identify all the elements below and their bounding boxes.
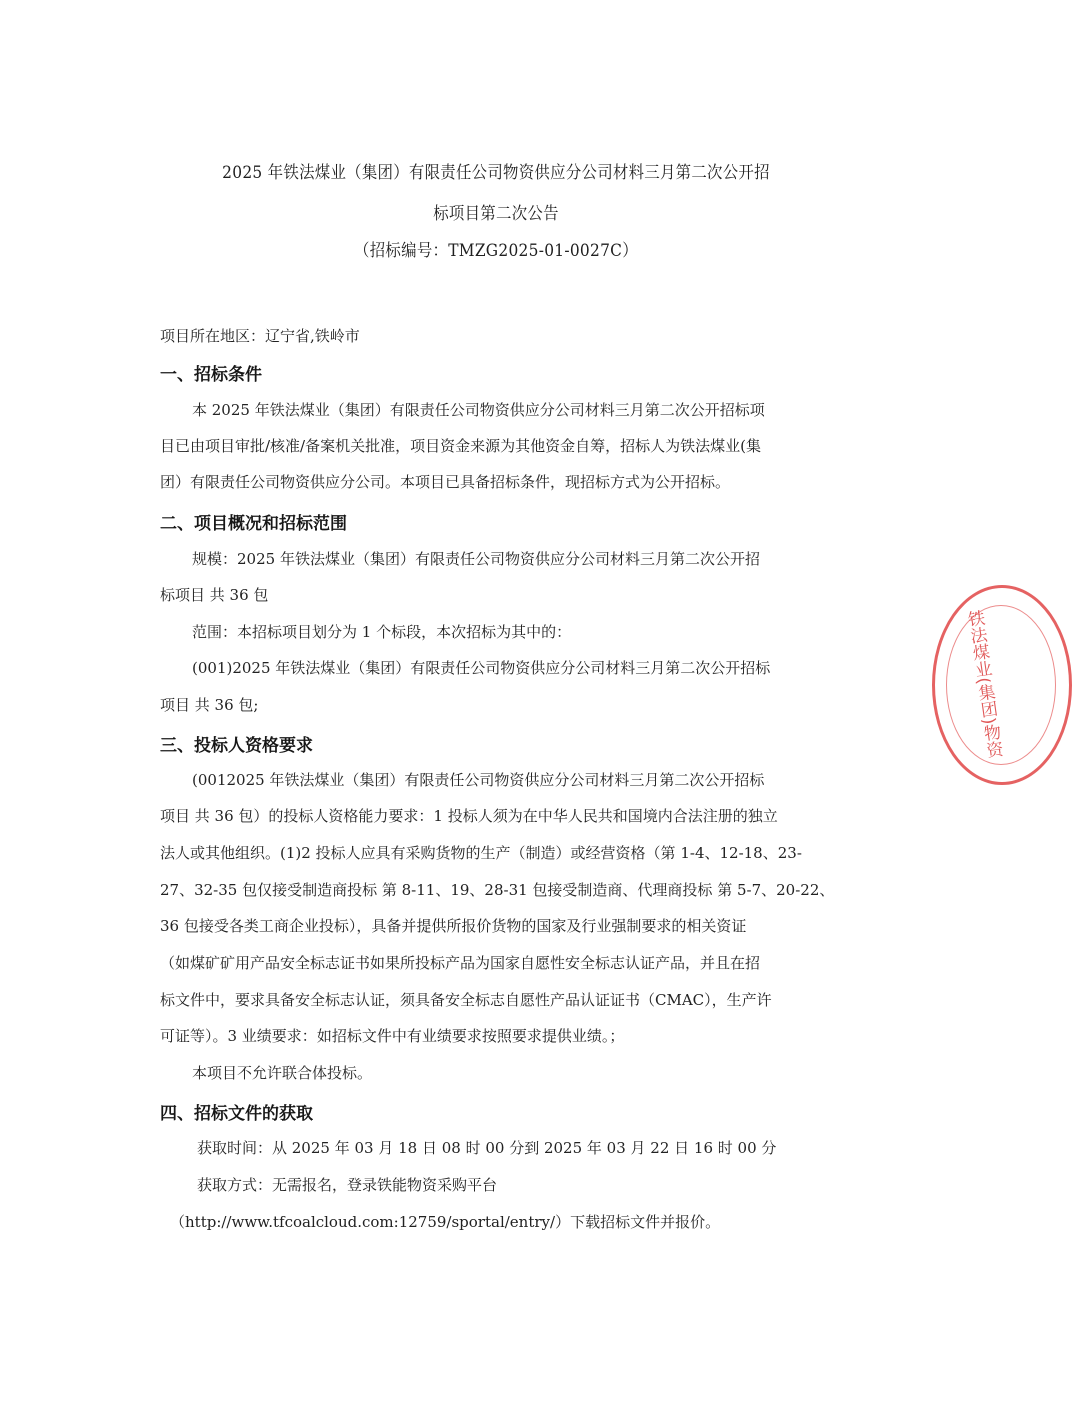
section-3-line: 法人或其他组织。(1)2 投标人应具有采购货物的生产（制造）或经营资格（第 1-4、12-18、23- [160, 844, 802, 862]
section-3-heading: 三、投标人资格要求 [160, 736, 313, 756]
section-3-line: 项目 共 36 包）的投标人资格能力要求：1 投标人须为在中华人民共和国境内合法注册的独立 [160, 807, 778, 825]
acquisition-time: 获取时间：从 2025 年 03 月 18 日 08 时 00 分到 2025 年 03 月 22 日 16 时 00 分 [197, 1139, 777, 1157]
acquisition-method: 获取方式：无需报名，登录铁能物资采购平台 [197, 1176, 498, 1194]
section-1-line: 目已由项目审批/核准/备案机关批准，项目资金来源为其他资金自筹，招标人为铁法煤业(集 [160, 437, 761, 455]
section-4-heading: 四、招标文件的获取 [160, 1104, 313, 1124]
tender-number: （招标编号：TMZG2025-01-0027C） [354, 241, 638, 261]
section-3-line: 可证等）。3 业绩要求：如招标文件中有业绩要求按照要求提供业绩。； [160, 1027, 625, 1045]
section-1-line: 本 2025 年铁法煤业（集团）有限责任公司物资供应分公司材料三月第二次公开招标项 [192, 401, 765, 419]
consortium-note: 本项目不允许联合体投标。 [192, 1064, 373, 1082]
section-3-line: （如煤矿矿用产品安全标志证书如果所投标产品为国家自愿性安全标志认证产品，并且在招 [160, 954, 761, 972]
section-2-line: 规模：2025 年铁法煤业（集团）有限责任公司物资供应分公司材料三月第二次公开招 [192, 550, 760, 568]
section-3-line: 标文件中，要求具备安全标志认证，须具备安全标志自愿性产品认证证书（CMAC），生产许 [160, 991, 772, 1009]
document-title-line-1: 2025 年铁法煤业（集团）有限责任公司物资供应分公司材料三月第二次公开招 [222, 163, 770, 183]
section-3-line: (0012025 年铁法煤业（集团）有限责任公司物资供应分公司材料三月第二次公开招标 [192, 771, 765, 789]
section-2-heading: 二、项目概况和招标范围 [160, 514, 347, 534]
section-3-line: 36 包接受各类工商企业投标），具备并提供所报价货物的国家及行业强制要求的相关资证 [160, 917, 747, 935]
project-location: 项目所在地区：辽宁省,铁岭市 [160, 327, 360, 345]
document-title-line-2: 标项目第二次公告 [433, 204, 559, 224]
platform-url: （http://www.tfcoalcloud.com:12759/sportal/entry/）下载招标文件并报价。 [170, 1213, 721, 1231]
section-2-line: (001)2025 年铁法煤业（集团）有限责任公司物资供应分公司材料三月第二次公开招标 [192, 659, 771, 677]
section-2-line: 项目 共 36 包; [160, 696, 259, 714]
section-1-heading: 一、招标条件 [160, 365, 262, 385]
official-seal-text: 铁法煤业(集团)物资 [962, 608, 1004, 760]
section-1-line: 团）有限责任公司物资供应分公司。本项目已具备招标条件，现招标方式为公开招标。 [160, 473, 731, 491]
section-2-line: 范围：本招标项目划分为 1 个标段，本次招标为其中的： [192, 623, 572, 641]
section-3-line: 27、32-35 包仅接受制造商投标 第 8-11、19、28-31 包接受制造商、代理商投标 第 5-7、20-22、 [160, 881, 835, 899]
section-2-line: 标项目 共 36 包 [160, 586, 269, 604]
